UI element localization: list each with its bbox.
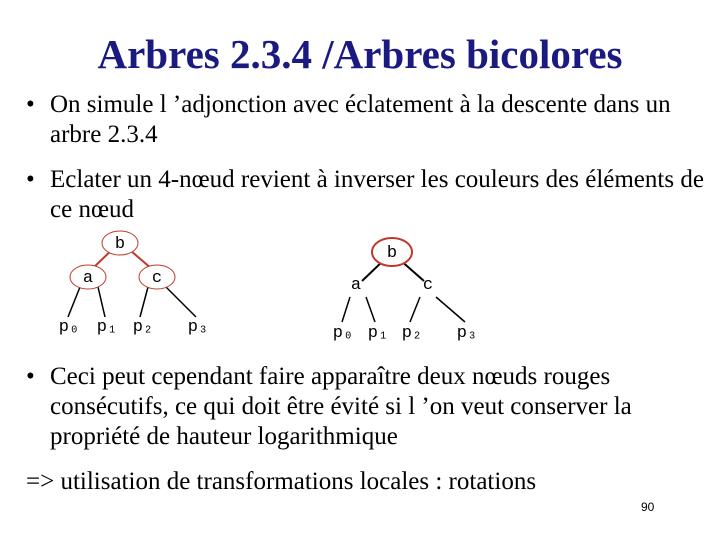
bullet-3 (26, 362, 706, 452)
slide-title: Arbres 2.3.4 /Arbres bicolores (97, 31, 623, 77)
node-b: b (386, 244, 398, 263)
edge-a-p0 (68, 287, 80, 317)
edge-c-p2 (140, 287, 148, 317)
leaf-p3: p₃ (187, 318, 209, 337)
right-tree (333, 238, 477, 343)
leaf-p3: p₃ (456, 324, 478, 343)
edge-c-p2 (410, 297, 420, 322)
edge-a-p1 (98, 287, 105, 317)
leaf-p2: p₂ (132, 318, 154, 337)
bullet-symbol: • (26, 166, 35, 193)
leaf-p2: p₂ (401, 324, 423, 343)
bullet-symbol: • (26, 363, 35, 390)
bullet-symbol: • (26, 91, 35, 118)
conclusion-line: => utilisation de transformations locales : rotations (26, 468, 537, 495)
bullet-2 (26, 165, 706, 225)
node-a: a (82, 269, 94, 288)
page-number: 90 (641, 500, 655, 514)
bullet-2-text: Eclater un 4-nœud revient à inverser les couleurs des éléments de ce nœud (50, 166, 704, 223)
left-tree (59, 231, 208, 337)
edge-c-p3 (436, 297, 465, 322)
edge-a-p0 (342, 297, 350, 322)
bullet-1-text: On simule l ’adjonction avec éclatement à la descente dans un arbre 2.3.4 (50, 91, 671, 148)
bullet-3-text: Ceci peut cependant faire apparaître deux nœuds rouges consécutifs, ce qui doit être évité si l ’on veut conserver la propriété de hauteur logarithmique (50, 363, 632, 450)
leaf-p1: p₁ (96, 318, 118, 337)
leaf-p1: p₁ (367, 324, 389, 343)
tree-diagram (0, 225, 720, 345)
leaf-p0: p₀ (58, 318, 80, 337)
node-c: c (422, 276, 434, 295)
node-c: c (151, 269, 163, 288)
edge-a-p1 (366, 297, 375, 322)
leaf-p0: p₀ (332, 324, 354, 343)
edge-c-p3 (166, 287, 196, 317)
node-a: a (350, 276, 362, 295)
bullet-1 (26, 90, 706, 150)
node-b: b (114, 235, 126, 254)
